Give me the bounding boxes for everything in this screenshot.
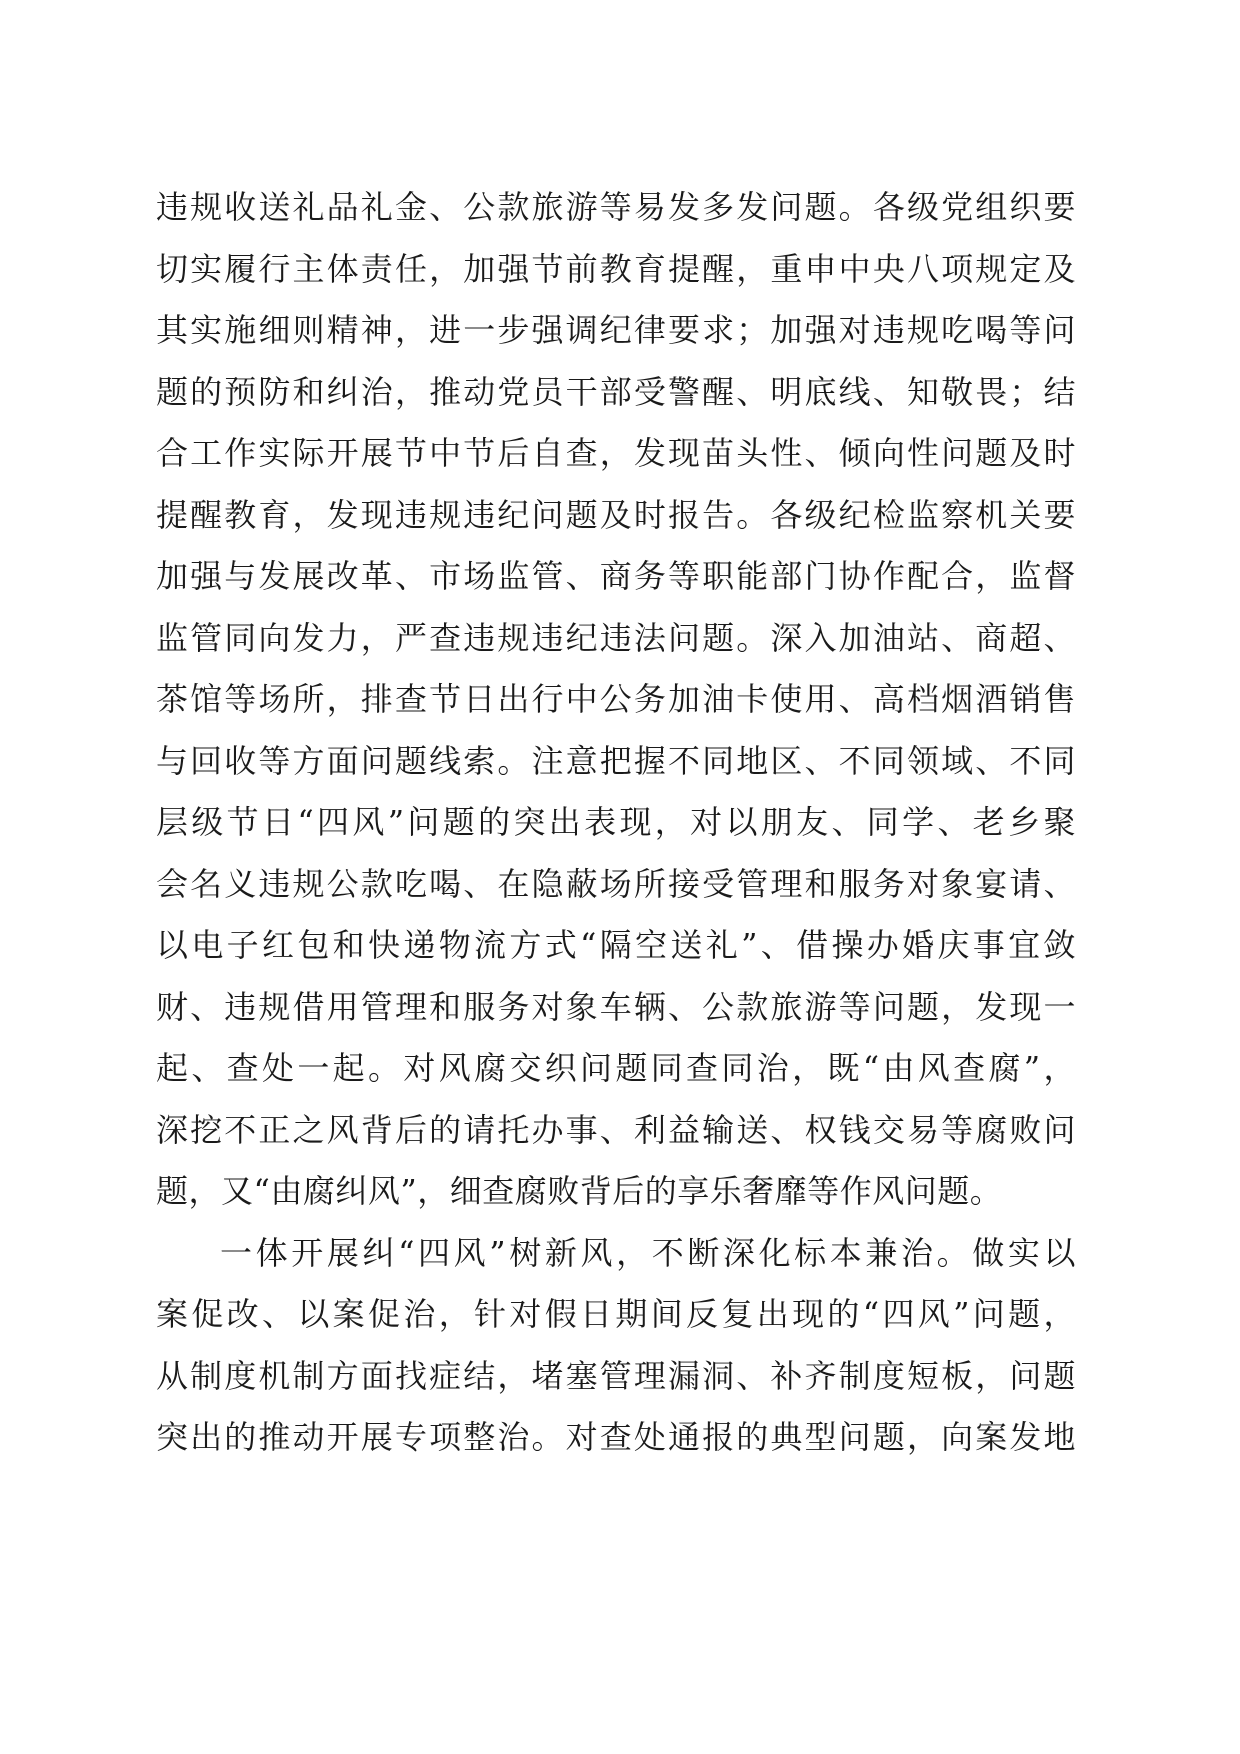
text-line: 突出的推动开展专项整治。对查处通报的典型问题，向案发地 [156,1418,1076,1456]
text-line: 财、违规借用管理和服务对象车辆、公款旅游等问题，发现一 [156,987,1076,1026]
text-line: 起、查处一起。对风腐交织问题同查同治，既“由风查腐”， [156,1049,1076,1087]
paragraph-1 [156,187,1076,1233]
text-line: 提醒教育，发现违规违纪问题及时报告。各级纪检监察机关要 [156,495,1076,534]
text-line: 茶馆等场所，排查节日出行中公务加油卡使用、高档烟酒销售 [156,680,1076,718]
text-line: 以电子红包和快递物流方式“隔空送礼”、借操办婚庆事宜敛 [156,926,1076,964]
text-line: 会名义违规公款吃喝、在隐蔽场所接受管理和服务对象宴请、 [156,864,1076,903]
text-line: 层级节日“四风”问题的突出表现，对以朋友、同学、老乡聚 [156,803,1076,841]
text-line: 从制度机制方面找症结，堵塞管理漏洞、补齐制度短板，问题 [156,1356,1076,1395]
text-line: 切实履行主体责任，加强节前教育提醒，重申中央八项规定及 [156,249,1076,288]
text-line: 违规收送礼品礼金、公款旅游等易发多发问题。各级党组织要 [156,188,1076,226]
text-line: 深挖不正之风背后的请托办事、利益输送、权钱交易等腐败问 [156,1110,1076,1149]
text-line: 一体开展纠“四风”树新风，不断深化标本兼治。做实以 [220,1233,1076,1272]
text-line: 题的预防和纠治，推动党员干部受警醒、明底线、知敬畏；结 [156,372,1076,411]
text-line: 案促改、以案促治，针对假日期间反复出现的“四风”问题， [156,1295,1076,1333]
body-text [156,187,1076,1479]
text-line: 题，又“由腐纠风”，细查腐败背后的享乐奢靡等作风问题。 [156,1172,1003,1210]
text-line: 其实施细则精神，进一步强调纪律要求；加强对违规吃喝等问 [156,311,1076,349]
text-line: 加强与发展改革、市场监管、商务等职能部门协作配合，监督 [156,557,1076,595]
text-line: 监管同向发力，严查违规违纪违法问题。深入加油站、商超、 [156,618,1076,657]
text-line: 合工作实际开展节中节后自查，发现苗头性、倾向性问题及时 [156,434,1076,472]
paragraph-2 [156,1233,1076,1479]
text-line: 与回收等方面问题线索。注意把握不同地区、不同领域、不同 [156,741,1076,780]
